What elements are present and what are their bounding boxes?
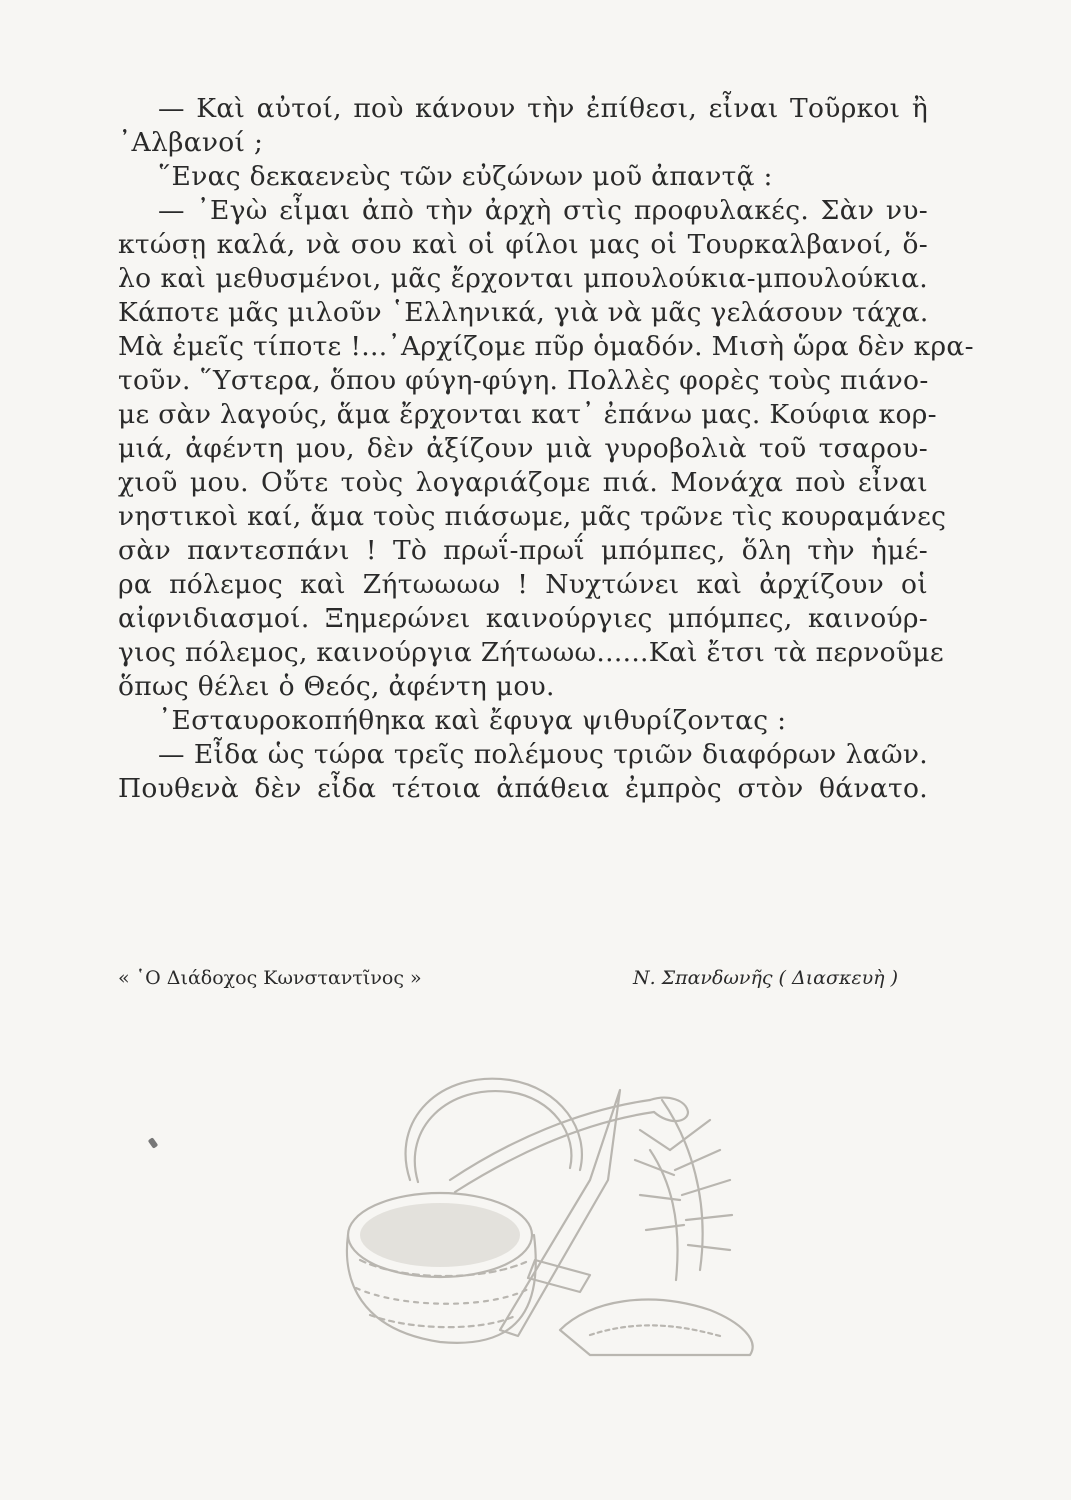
text-line: ᾿Αλβανοί ; [118, 127, 264, 158]
citation-author: Ν. Σπανδωνῆς ( Διασκευὴ ) [632, 967, 898, 989]
text-line: νηστικοὶ καί, ἅμα τοὺς πιάσωμε, μᾶς τρῶνε τὶς κουραμάνες [118, 501, 947, 532]
text-line: χιοῦ μου. Οὔτε τοὺς λογαριάζομε πιά. Μονάχα ποὺ εἶναι [118, 467, 928, 498]
text-line: ὅπως θέλει ὁ Θεός, ἀφέντη μου. [118, 671, 555, 702]
text-line: κτώσῃ καλά, νὰ σου καὶ οἱ φίλοι μας οἱ Τουρκαλβανοί, ὅ- [118, 229, 928, 260]
citation [118, 965, 898, 991]
text-line: ᾿Εσταυροκοπήθηκα καὶ ἔφυγα ψιθυρίζοντας : [158, 705, 787, 736]
text-line: — ᾿Εγὼ εἶμαι ἀπὸ τὴν ἀρχὴ στὶς προφυλακές. Σὰν νυ- [158, 195, 928, 226]
text-line: ῞Ενας δεκαενεὺς τῶν εὐζώνων μοῦ ἀπαντᾷ : [158, 161, 773, 192]
dialogue-text [118, 92, 974, 806]
ink-speck [148, 1137, 159, 1149]
text-line: με σὰν λαγούς, ἅμα ἔρχονται κατ᾿ ἐπάνω μας. Κούφια κορ- [118, 399, 937, 430]
text-line: — Εἶδα ὡς τώρα τρεῖς πολέμους τριῶν διαφόρων λαῶν. [158, 739, 928, 770]
text-line: μιά, ἀφέντη μου, δὲν ἀξίζουν μιὰ γυροβολιὰ τοῦ τσαρου- [118, 433, 928, 464]
text-line: Κάποτε μᾶς μιλοῦν ῾Ελληνικά, γιὰ νὰ μᾶς γελάσουν τάχα. [118, 297, 929, 328]
text-line: σὰν παντεσπάνι ! Τὸ πρωΐ-πρωΐ μπόμπες, ὅλη τὴν ἡμέ- [118, 535, 928, 566]
text-line: λο καὶ μεθυσμένοι, μᾶς ἔρχονται μπουλούκια-μπουλούκια. [118, 263, 928, 294]
text-line: τοῦν. ῞Υστερα, ὅπου φύγη-φύγη. Πολλὲς φορὲς τοὺς πιάνο- [118, 365, 929, 396]
text-line: γιος πόλεμος, καινούργια Ζήτωωω......Καὶ ἔτσι τὰ περνοῦμε [118, 637, 944, 668]
text-line: Πουθενὰ δὲν εἶδα τέτοια ἀπάθεια ἐμπρὸς στὸν θάνατο. [118, 773, 928, 804]
text-line: ρα πόλεμος καὶ Ζήτωωωω ! Νυχτώνει καὶ ἀρχίζουν οἱ [118, 569, 928, 600]
text-line: — Καὶ αὐτοί, ποὺ κάνουν τὴν ἐπίθεσι, εἶναι Τοῦρκοι ἢ [158, 93, 928, 124]
text-line: Μὰ ἐμεῖς τίποτε !...᾿Αρχίζομε πῦρ ὁμαδόν. Μισὴ ὥρα δὲν κρα- [118, 331, 974, 362]
citation-source: « ῾Ο Διάδοχος Κωνσταντῖνος » [118, 967, 422, 989]
decorative-illustration-icon [290, 1030, 810, 1360]
text-line: αἰφνιδιασμοί. Ξημερώνει καινούργιες μπόμπες, καινούρ- [118, 603, 928, 634]
